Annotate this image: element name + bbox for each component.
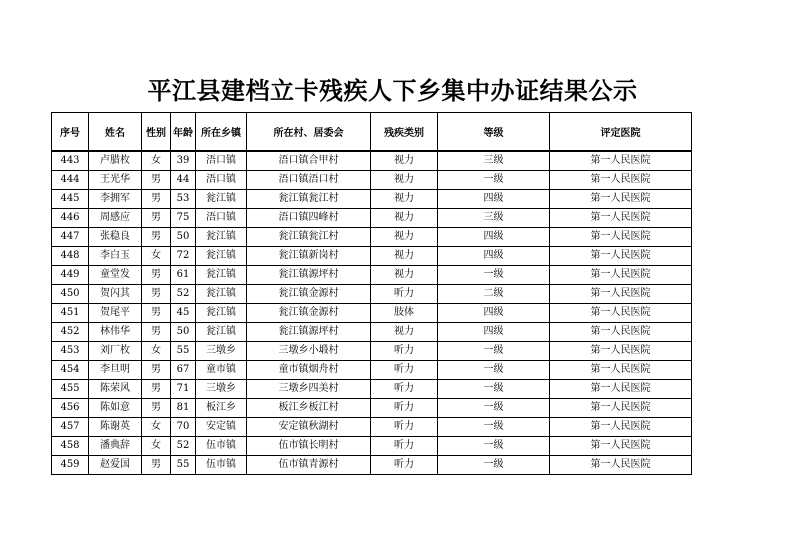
cell-gender: 男 — [142, 171, 171, 190]
cell-disability-type: 听力 — [371, 418, 438, 437]
cell-hospital: 第一人民医院 — [550, 437, 692, 456]
cell-grade: 一级 — [438, 418, 550, 437]
header-village: 所在村、居委会 — [247, 113, 371, 152]
cell-village: 瓮江镇瓮江村 — [247, 228, 371, 247]
cell-township: 伍市镇 — [196, 456, 247, 475]
cell-serial: 455 — [52, 380, 89, 399]
cell-gender: 女 — [142, 342, 171, 361]
cell-grade: 三级 — [438, 209, 550, 228]
cell-disability-type: 视力 — [371, 209, 438, 228]
cell-name: 陈荣风 — [89, 380, 142, 399]
cell-serial: 450 — [52, 285, 89, 304]
cell-age: 44 — [171, 171, 196, 190]
cell-hospital: 第一人民医院 — [550, 418, 692, 437]
cell-township: 瓮江镇 — [196, 190, 247, 209]
table-row — [52, 285, 692, 304]
cell-village: 瓮江镇源坪村 — [247, 266, 371, 285]
table-row — [52, 361, 692, 380]
cell-hospital: 第一人民医院 — [550, 190, 692, 209]
cell-village: 浯口镇合甲村 — [247, 151, 371, 171]
cell-grade: 四级 — [438, 190, 550, 209]
cell-disability-type: 视力 — [371, 228, 438, 247]
cell-grade: 一级 — [438, 437, 550, 456]
header-hospital: 评定医院 — [550, 113, 692, 152]
table-row — [52, 456, 692, 475]
cell-age: 55 — [171, 456, 196, 475]
cell-serial: 456 — [52, 399, 89, 418]
cell-serial: 444 — [52, 171, 89, 190]
cell-hospital: 第一人民医院 — [550, 266, 692, 285]
cell-age: 70 — [171, 418, 196, 437]
cell-disability-type: 视力 — [371, 171, 438, 190]
cell-hospital: 第一人民医院 — [550, 285, 692, 304]
cell-township: 瓮江镇 — [196, 247, 247, 266]
table-header-row — [52, 113, 692, 152]
cell-township: 板江乡 — [196, 399, 247, 418]
cell-village: 三墩乡四美村 — [247, 380, 371, 399]
table-row — [52, 171, 692, 190]
cell-age: 53 — [171, 190, 196, 209]
cell-age: 50 — [171, 228, 196, 247]
cell-age: 45 — [171, 304, 196, 323]
table-row — [52, 190, 692, 209]
cell-disability-type: 听力 — [371, 437, 438, 456]
cell-gender: 男 — [142, 209, 171, 228]
page-title: 平江县建档立卡残疾人下乡集中办证结果公示 — [147, 77, 638, 105]
cell-serial: 454 — [52, 361, 89, 380]
cell-grade: 三级 — [438, 151, 550, 171]
cell-disability-type: 听力 — [371, 399, 438, 418]
cell-village: 瓮江镇金源村 — [247, 285, 371, 304]
table-row — [52, 304, 692, 323]
cell-grade: 一级 — [438, 342, 550, 361]
cell-township: 浯口镇 — [196, 151, 247, 171]
table-row — [52, 323, 692, 342]
table-row — [52, 399, 692, 418]
cell-hospital: 第一人民医院 — [550, 456, 692, 475]
cell-age: 52 — [171, 437, 196, 456]
cell-age: 52 — [171, 285, 196, 304]
cell-disability-type: 听力 — [371, 361, 438, 380]
table-row — [52, 228, 692, 247]
cell-township: 安定镇 — [196, 418, 247, 437]
cell-serial: 443 — [52, 151, 89, 171]
table-row — [52, 266, 692, 285]
cell-hospital: 第一人民医院 — [550, 342, 692, 361]
table-row — [52, 247, 692, 266]
cell-serial: 447 — [52, 228, 89, 247]
cell-disability-type: 视力 — [371, 323, 438, 342]
cell-name: 刘厂枚 — [89, 342, 142, 361]
cell-township: 瓮江镇 — [196, 304, 247, 323]
cell-gender: 男 — [142, 361, 171, 380]
cell-age: 67 — [171, 361, 196, 380]
results-table — [51, 112, 692, 475]
cell-village: 童市镇烟舟村 — [247, 361, 371, 380]
cell-gender: 男 — [142, 456, 171, 475]
cell-serial: 457 — [52, 418, 89, 437]
cell-grade: 一级 — [438, 266, 550, 285]
cell-age: 81 — [171, 399, 196, 418]
cell-grade: 一级 — [438, 399, 550, 418]
cell-township: 三墩乡 — [196, 380, 247, 399]
cell-village: 浯口镇浯口村 — [247, 171, 371, 190]
cell-age: 75 — [171, 209, 196, 228]
cell-name: 李拥军 — [89, 190, 142, 209]
cell-township: 瓮江镇 — [196, 266, 247, 285]
table-row — [52, 151, 692, 171]
cell-name: 贺闪其 — [89, 285, 142, 304]
cell-name: 陈如意 — [89, 399, 142, 418]
cell-name: 李白玉 — [89, 247, 142, 266]
cell-village: 三墩乡小塅村 — [247, 342, 371, 361]
cell-name: 周感应 — [89, 209, 142, 228]
cell-serial: 453 — [52, 342, 89, 361]
cell-disability-type: 视力 — [371, 151, 438, 171]
cell-gender: 男 — [142, 285, 171, 304]
cell-disability-type: 听力 — [371, 380, 438, 399]
table-row — [52, 380, 692, 399]
table-row — [52, 209, 692, 228]
cell-grade: 四级 — [438, 228, 550, 247]
header-name: 姓名 — [89, 113, 142, 152]
cell-serial: 445 — [52, 190, 89, 209]
cell-name: 林伟华 — [89, 323, 142, 342]
cell-name: 贺尾平 — [89, 304, 142, 323]
cell-disability-type: 视力 — [371, 266, 438, 285]
cell-gender: 男 — [142, 228, 171, 247]
cell-name: 童堂发 — [89, 266, 142, 285]
cell-gender: 男 — [142, 323, 171, 342]
header-serial: 序号 — [52, 113, 89, 152]
cell-grade: 四级 — [438, 304, 550, 323]
cell-age: 61 — [171, 266, 196, 285]
cell-gender: 男 — [142, 399, 171, 418]
cell-disability-type: 听力 — [371, 342, 438, 361]
cell-grade: 一级 — [438, 456, 550, 475]
cell-village: 浯口镇四峰村 — [247, 209, 371, 228]
cell-grade: 一级 — [438, 380, 550, 399]
cell-name: 赵爱国 — [89, 456, 142, 475]
cell-village: 伍市镇青源村 — [247, 456, 371, 475]
cell-gender: 男 — [142, 380, 171, 399]
cell-serial: 458 — [52, 437, 89, 456]
cell-grade: 四级 — [438, 323, 550, 342]
cell-hospital: 第一人民医院 — [550, 361, 692, 380]
cell-hospital: 第一人民医院 — [550, 151, 692, 171]
cell-village: 板江乡板江村 — [247, 399, 371, 418]
cell-name: 潘典辞 — [89, 437, 142, 456]
table-body — [52, 151, 692, 475]
cell-grade: 二级 — [438, 285, 550, 304]
cell-gender: 男 — [142, 304, 171, 323]
cell-township: 三墩乡 — [196, 342, 247, 361]
cell-township: 浯口镇 — [196, 171, 247, 190]
cell-village: 伍市镇长明村 — [247, 437, 371, 456]
cell-name: 王光华 — [89, 171, 142, 190]
header-gender: 性别 — [142, 113, 171, 152]
cell-serial: 452 — [52, 323, 89, 342]
cell-township: 瓮江镇 — [196, 228, 247, 247]
cell-hospital: 第一人民医院 — [550, 304, 692, 323]
cell-gender: 男 — [142, 190, 171, 209]
cell-township: 童市镇 — [196, 361, 247, 380]
cell-hospital: 第一人民医院 — [550, 399, 692, 418]
cell-township: 浯口镇 — [196, 209, 247, 228]
cell-gender: 女 — [142, 437, 171, 456]
cell-village: 瓮江镇源坪村 — [247, 323, 371, 342]
cell-age: 39 — [171, 151, 196, 171]
cell-village: 瓮江镇金源村 — [247, 304, 371, 323]
cell-hospital: 第一人民医院 — [550, 380, 692, 399]
cell-age: 55 — [171, 342, 196, 361]
table-row — [52, 418, 692, 437]
cell-township: 瓮江镇 — [196, 285, 247, 304]
cell-hospital: 第一人民医院 — [550, 171, 692, 190]
cell-hospital: 第一人民医院 — [550, 228, 692, 247]
cell-grade: 四级 — [438, 247, 550, 266]
cell-hospital: 第一人民医院 — [550, 209, 692, 228]
cell-disability-type: 听力 — [371, 285, 438, 304]
cell-township: 伍市镇 — [196, 437, 247, 456]
cell-hospital: 第一人民医院 — [550, 323, 692, 342]
table-row — [52, 437, 692, 456]
cell-age: 50 — [171, 323, 196, 342]
header-grade: 等级 — [438, 113, 550, 152]
header-disability-type: 残疾类别 — [371, 113, 438, 152]
cell-village: 瓮江镇瓮江村 — [247, 190, 371, 209]
cell-gender: 女 — [142, 151, 171, 171]
cell-gender: 女 — [142, 418, 171, 437]
cell-name: 陈谢英 — [89, 418, 142, 437]
cell-grade: 一级 — [438, 361, 550, 380]
cell-name: 张稳良 — [89, 228, 142, 247]
cell-hospital: 第一人民医院 — [550, 247, 692, 266]
cell-serial: 449 — [52, 266, 89, 285]
cell-disability-type: 视力 — [371, 247, 438, 266]
cell-serial: 446 — [52, 209, 89, 228]
table-row — [52, 342, 692, 361]
cell-name: 李旦明 — [89, 361, 142, 380]
cell-name: 卢腊枚 — [89, 151, 142, 171]
header-age: 年龄 — [171, 113, 196, 152]
cell-village: 瓮江镇新岗村 — [247, 247, 371, 266]
cell-serial: 451 — [52, 304, 89, 323]
header-township: 所在乡镇 — [196, 113, 247, 152]
cell-disability-type: 肢体 — [371, 304, 438, 323]
cell-disability-type: 听力 — [371, 456, 438, 475]
cell-grade: 一级 — [438, 171, 550, 190]
cell-serial: 459 — [52, 456, 89, 475]
cell-serial: 448 — [52, 247, 89, 266]
cell-gender: 男 — [142, 266, 171, 285]
cell-age: 71 — [171, 380, 196, 399]
cell-gender: 女 — [142, 247, 171, 266]
cell-age: 72 — [171, 247, 196, 266]
cell-disability-type: 视力 — [371, 190, 438, 209]
cell-township: 瓮江镇 — [196, 323, 247, 342]
cell-village: 安定镇秋湖村 — [247, 418, 371, 437]
